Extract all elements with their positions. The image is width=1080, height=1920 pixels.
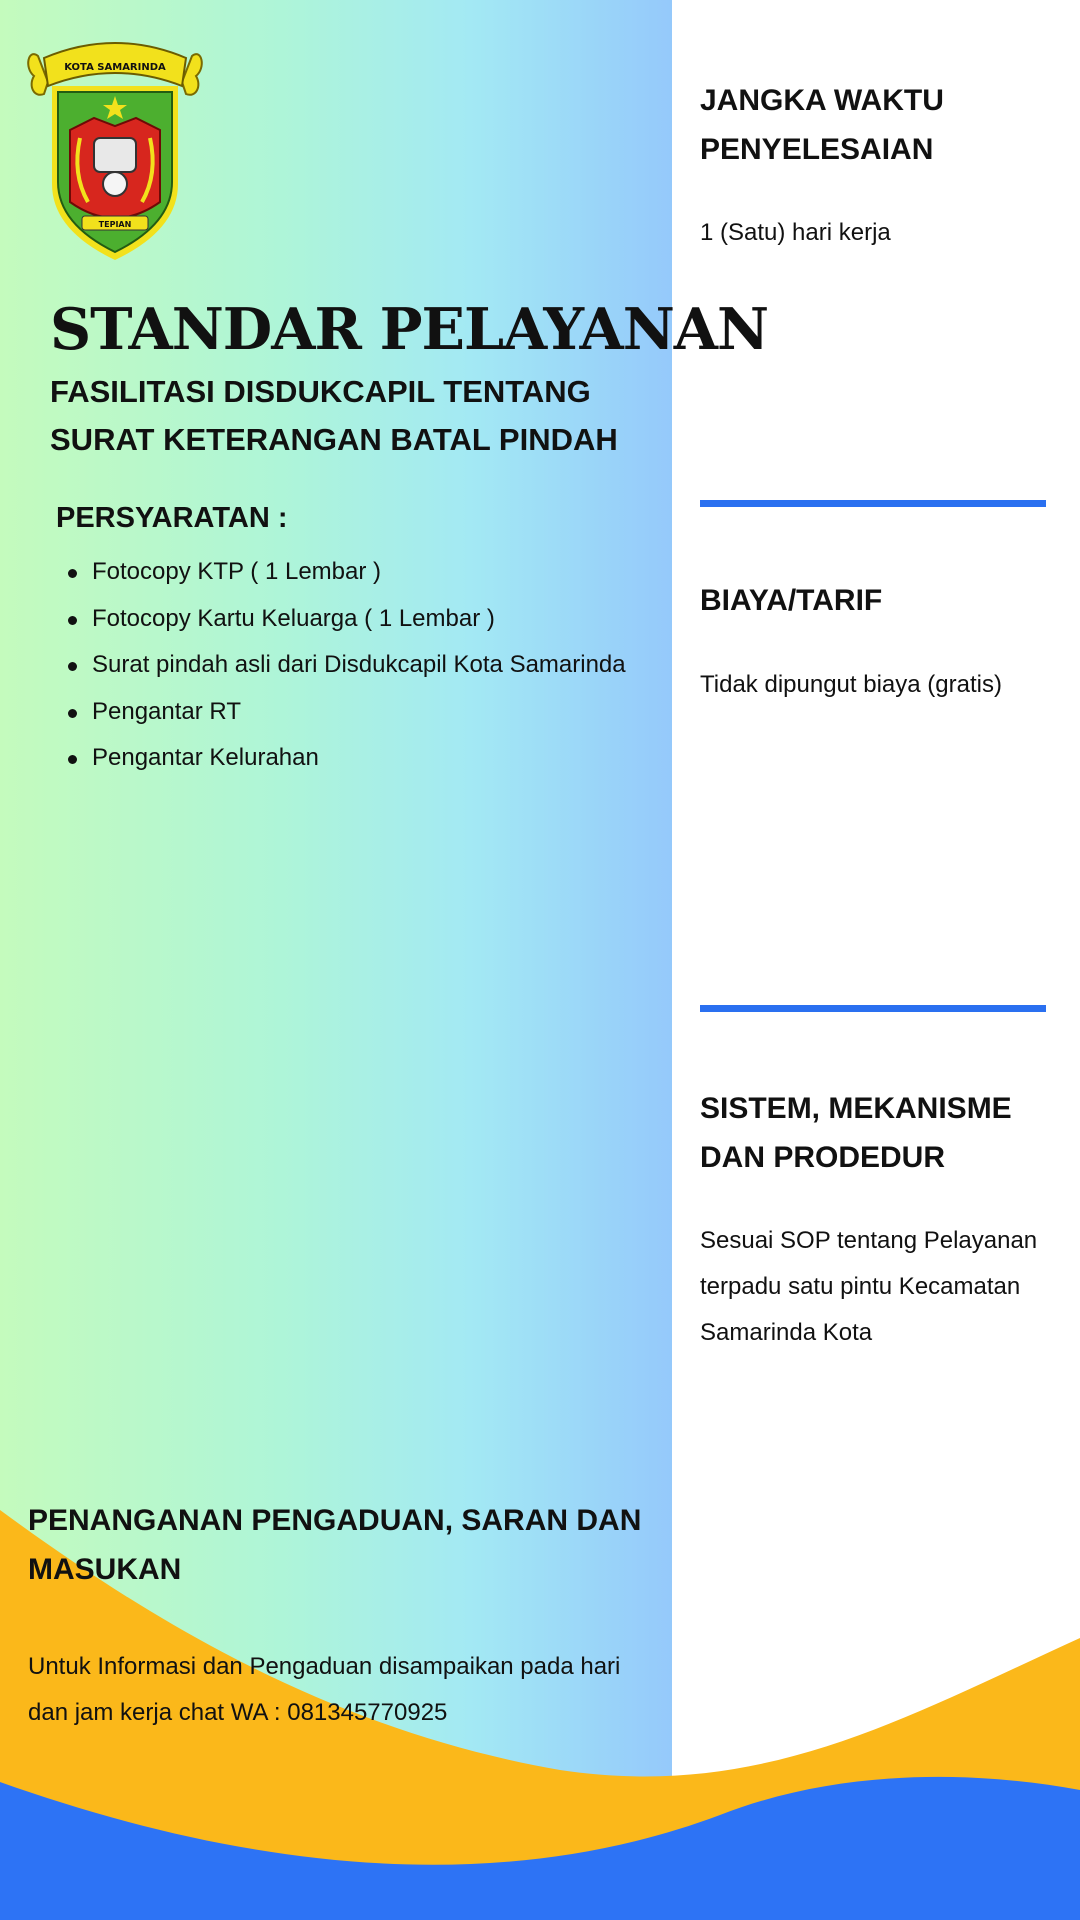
complaints-heading: PENANGANAN PENGADUAN, SARAN DAN MASUKAN [28,1504,642,1586]
list-item [60,689,626,736]
logo-bottom-text: TEPIAN [98,220,132,229]
requirement-text: Fotocopy KTP ( 1 Lembar ) [92,558,382,585]
bullet-icon [68,569,77,578]
requirements-heading: PERSYARATAN : [56,502,288,534]
list-item [60,596,626,643]
section-divider [700,1005,1046,1012]
list-item [60,735,626,782]
procedure-heading: SISTEM, MEKANISME DAN PRODEDUR [700,1092,1012,1174]
bullet-icon [68,709,77,718]
logo-top-text: KOTA SAMARINDA [64,62,166,73]
complaints-body: Untuk Informasi dan Pengaduan disampaikan pada hari dan jam kerja chat WA : 081345770925 [28,1653,621,1726]
completion-time-body: 1 (Satu) hari kerja [700,219,891,246]
bullet-icon [68,662,77,671]
completion-time-heading: JANGKA WAKTU PENYELESAIAN [700,84,944,166]
procedure-body: Sesuai SOP tentang Pelayanan terpadu satu pintu Kecamatan Samarinda Kota [700,1227,1038,1346]
kota-samarinda-emblem-logo [24,34,206,262]
requirement-text: Pengantar Kelurahan [92,744,319,771]
bullet-icon [68,755,77,764]
requirement-text: Surat pindah asli dari Disdukcapil Kota Samarinda [92,651,626,678]
requirement-text: Pengantar RT [92,697,241,725]
page-title: STANDAR PELAYANAN [50,296,769,363]
requirement-text: Fotocopy Kartu Keluarga ( 1 Lembar ) [92,604,495,632]
requirements-list [60,549,626,782]
bullet-icon [68,616,77,625]
cost-body: Tidak dipungut biaya (gratis) [700,671,1002,698]
list-item [60,642,626,689]
cost-heading: BIAYA/TARIF [700,584,883,617]
section-divider [700,500,1046,507]
list-item [60,549,626,596]
page-subtitle: FASILITASI DISDUKCAPIL TENTANG SURAT KETERANGAN BATAL PINDAH [50,374,618,457]
